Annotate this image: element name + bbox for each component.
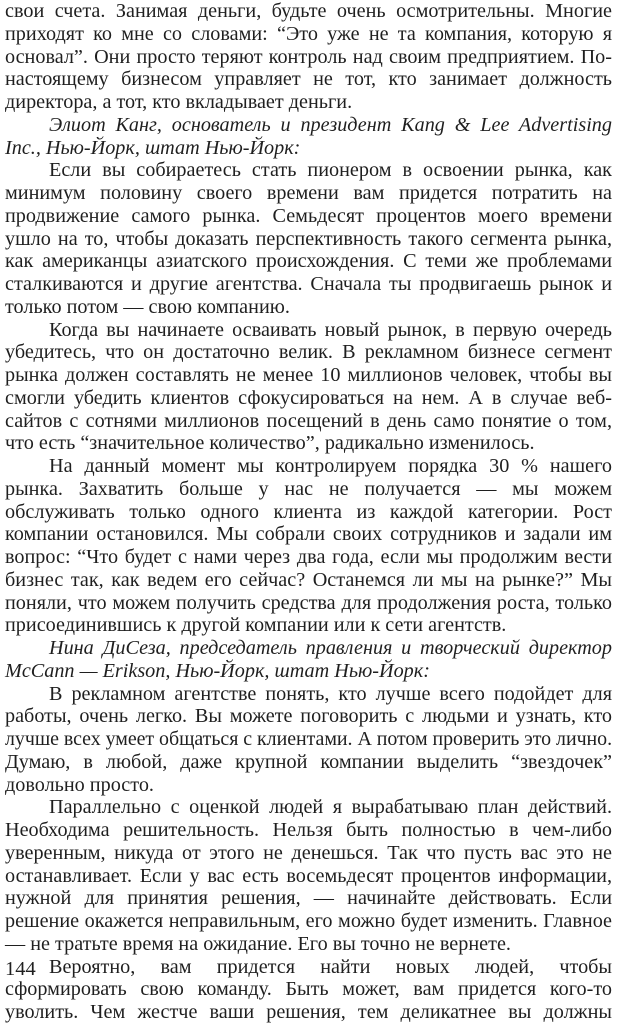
text-line: сайтов с сотнями миллионов посещений в день само понятие о том, xyxy=(5,409,612,432)
text-line: сталкиваются и другие агентства. Сначала ты продвигаешь рынок и xyxy=(5,273,612,295)
text-line: свои счета. Занимая деньги, будьте очень осмотрительны. Многие xyxy=(5,0,612,22)
text-line: минимум половину своего времени вам придется потратить на xyxy=(5,182,612,204)
text-line: убедитесь, что он достаточно велик. В рекламном бизнесе сегмент xyxy=(5,341,612,364)
text-line: уволить. Чем жестче ваши решения, тем деликатнее вы должны xyxy=(5,1001,612,1023)
attribution-line: Inc., Нью-Йорк, штат Нью-Йорк: xyxy=(5,136,301,159)
text-line: приходят ко мне со словами: “Это уже не та компания, которую я xyxy=(5,22,612,45)
text-line: лучше всех умеет общаться с клиентами. А потом проверить это лично. xyxy=(5,728,613,750)
text-line: бизнес так, как ведем его сейчас? Останемся ли мы на рынке?” Мы xyxy=(5,568,612,591)
text-line: поняли, что можем получить средства для продолжения роста, только xyxy=(5,591,612,614)
text-line: что есть “значительное количество”, радикально изменилось. xyxy=(5,432,535,455)
text-line: работы, очень легко. Вы можете поговорить с людьми и узнать, кто xyxy=(5,705,612,728)
text-line: Думаю, в любой, даже крупной компании выделить “звездочек” xyxy=(5,750,612,773)
attribution-line: McCann — Erikson, Нью-Йорк, штат Нью-Йорк: xyxy=(5,659,430,682)
text-line: компании остановился. Мы собрали своих сотрудников и задали им xyxy=(5,523,612,546)
text-line: продвижение самого рынка. Семьдесят процентов моего времени xyxy=(5,204,612,227)
text-line: Вероятно, вам придется найти новых людей, чтобы xyxy=(49,955,612,978)
text-line: только потом — свою компанию. xyxy=(5,295,290,318)
text-line: решение окажется неправильным, его можно будет изменить. Главное xyxy=(5,910,612,932)
text-line: На данный момент мы контролируем порядка 30 % нашего xyxy=(49,455,612,477)
text-line: рынка должен составлять не менее 10 миллионов человек, чтобы вы xyxy=(5,364,612,386)
text-line: директора, а тот, кто вкладывает деньги. xyxy=(5,91,353,113)
text-line: сформировать свою команду. Быть может, вам придется кого-то xyxy=(5,978,612,1001)
text-line: Параллельно с оценкой людей я вырабатываю план действий. xyxy=(49,796,612,819)
text-line: — не тратьте время на ожидание. Его вы точно не вернете. xyxy=(5,932,511,955)
attribution-line: Элиот Канг, основатель и президент Kang & Lee Advertising xyxy=(49,113,612,136)
text-line: Необходима решительность. Нельзя быть полностью в чем-либо xyxy=(5,819,612,841)
text-line: останавливает. Если у вас есть восемьдесят процентов информации, xyxy=(5,864,612,887)
text-line: присоединившись к другой компании или к сети агентств. xyxy=(5,614,507,637)
text-line: Если вы собираетесь стать пионером в освоении рынка, как xyxy=(49,159,612,182)
text-line: основал”. Они просто теряют контроль над своим предприятием. По- xyxy=(5,45,612,68)
text-line: уверенным, никуда от этого не денешься. Так что пусть вас это не xyxy=(5,841,612,864)
attribution-line: Нина ДиСеза, председатель правления и творческий директор xyxy=(49,637,612,659)
text-line: вопрос: “Что будет с нами через два года, если мы продолжим вести xyxy=(5,546,612,568)
text-line: Когда вы начинаете осваивать новый рынок, в первую очередь xyxy=(49,318,612,341)
text-line: смогли убедить клиентов сфокусироваться на нем. А в случае веб- xyxy=(5,386,612,409)
page-number: 144 xyxy=(5,958,36,980)
text-line: нужной для принятия решения, — начинайте действовать. Если xyxy=(5,887,612,910)
text-line: ушло на то, чтобы доказать перспективность такого сегмента рынка, xyxy=(5,227,612,250)
page-body xyxy=(5,0,612,1024)
text-line: как американцы азиатского происхождения. С теми же проблемами xyxy=(5,250,612,273)
text-line: рынка. Захватить больше у нас не получается — мы можем xyxy=(5,477,612,500)
text-line: В рекламном агентстве понять, кто лучше всего подойдет для xyxy=(49,682,612,705)
text-line: довольно просто. xyxy=(5,773,154,796)
text-line: обслуживать только одного клиента из каждой категории. Рост xyxy=(5,500,612,523)
text-line: настоящему бизнесом управляет не тот, кто занимает должность xyxy=(5,68,612,91)
